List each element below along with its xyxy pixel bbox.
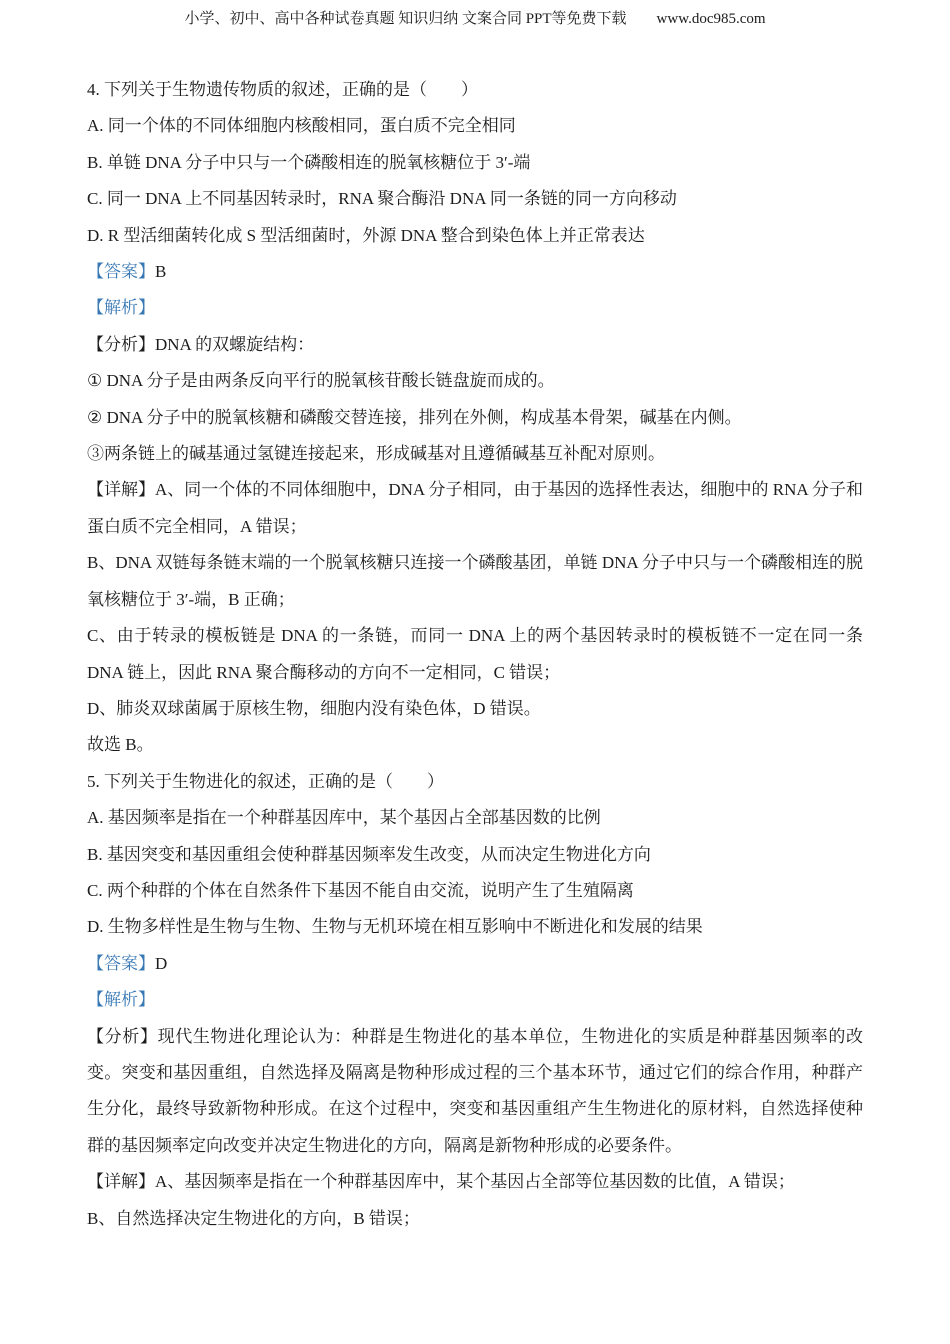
q4-para-detail-d: D、肺炎双球菌属于原核生物，细胞内没有染色体，D 错误。 [87, 698, 541, 718]
q4-para-conclusion: 故选 B。 [87, 735, 154, 755]
question-4-block [87, 72, 863, 764]
header-promo-text: 小学、初中、高中各种试卷真题 知识归纳 文案合同 PPT等免费下载 [184, 11, 627, 27]
question-5-option-d: D. 生物多样性是生物与生物、生物与无机环境在相互影响中不断进化和发展的结果 [87, 917, 703, 937]
page-header [87, 8, 863, 30]
question-5-analysis-label-line [87, 982, 863, 1018]
analysis-label: 【解析】 [87, 298, 155, 318]
question-5-stem: 5. 下列关于生物进化的叙述，正确的是（ ） [87, 771, 444, 791]
q5-para-analysis: 【分析】现代生物进化理论认为：种群是生物进化的基本单位，生物进化的实质是种群基因频率的改变。突变和基因重组，自然选择及隔离是物种形成过程的三个基本环节，通过它们的综合作用，种群产生分化，最终导致新物种形成。在这个过程中，突变和基因重组产生生物进化的原材料，自然选择使种群的基因频率定向改变并决定生物进化的方向，隔离是新物种形成的必要条件。 [87, 1026, 863, 1155]
question-4-option-b: B. 单链 DNA 分子中只与一个磷酸相连的脱氧核糖位于 3′-端 [87, 152, 531, 172]
q4-para-detail-b: B、DNA 双链每条链末端的一个脱氧核糖只连接一个磷酸基团，单链 DNA 分子中只与一个磷酸相连的脱氧核糖位于 3′-端，B 正确； [87, 553, 863, 609]
question-4-answer-line [87, 254, 863, 290]
question-4-analysis-label-line [87, 290, 863, 326]
header-site-url: www.doc985.com [656, 11, 766, 27]
q4-para-point-3: ③两条链上的碱基通过氢键连接起来，形成碱基对且遵循碱基互补配对原则。 [87, 444, 665, 464]
q4-para-detail-c: C、由于转录的模板链是 DNA 的一条链，而同一 DNA 上的两个基因转录时的模板链不一定在同一条 DNA 链上，因此 RNA 聚合酶移动的方向不一定相同，C 错误； [87, 626, 863, 682]
q4-para-point-1: ① DNA 分子是由两条反向平行的脱氧核苷酸长链盘旋而成的。 [87, 371, 555, 391]
q5-para-detail-a: 【详解】A、基因频率是指在一个种群基因库中，某个基因占全部等位基因数的比值，A 错误； [87, 1172, 795, 1192]
question-4-option-a: A. 同一个体的不同体细胞内核酸相同，蛋白质不完全相同 [87, 116, 516, 136]
question-5-answer-value: D [155, 953, 168, 973]
question-4-option-d: D. R 型活细菌转化成 S 型活细菌时，外源 DNA 整合到染色体上并正常表达 [87, 225, 645, 245]
q4-para-analysis: 【分析】DNA 的双螺旋结构： [87, 334, 315, 354]
question-5-option-a: A. 基因频率是指在一个种群基因库中，某个基因占全部基因数的比例 [87, 808, 601, 828]
question-4-option-c: C. 同一 DNA 上不同基因转录时，RNA 聚合酶沿 DNA 同一条链的同一方向移动 [87, 189, 677, 209]
question-5-block [87, 764, 863, 1237]
document-content [87, 72, 863, 1237]
question-4-answer-value: B [155, 262, 167, 282]
answer-label: 【答案】 [87, 953, 155, 973]
question-5-answer-line [87, 946, 863, 982]
answer-label: 【答案】 [87, 262, 155, 282]
analysis-label: 【解析】 [87, 990, 155, 1010]
q4-para-detail-a: 【详解】A、同一个体的不同体细胞中，DNA 分子相同，由于基因的选择性表达，细胞中的 RNA 分子和蛋白质不完全相同，A 错误； [87, 480, 863, 536]
question-5-option-b: B. 基因突变和基因重组会使种群基因频率发生改变，从而决定生物进化方向 [87, 844, 651, 864]
q4-para-point-2: ② DNA 分子中的脱氧核糖和磷酸交替连接，排列在外侧，构成基本骨架，碱基在内侧。 [87, 407, 742, 427]
question-4-stem: 4. 下列关于生物遗传物质的叙述，正确的是（ ） [87, 80, 478, 99]
question-5-option-c: C. 两个种群的个体在自然条件下基因不能自由交流，说明产生了生殖隔离 [87, 880, 634, 900]
q5-para-detail-b: B、自然选择决定生物进化的方向，B 错误； [87, 1208, 420, 1228]
